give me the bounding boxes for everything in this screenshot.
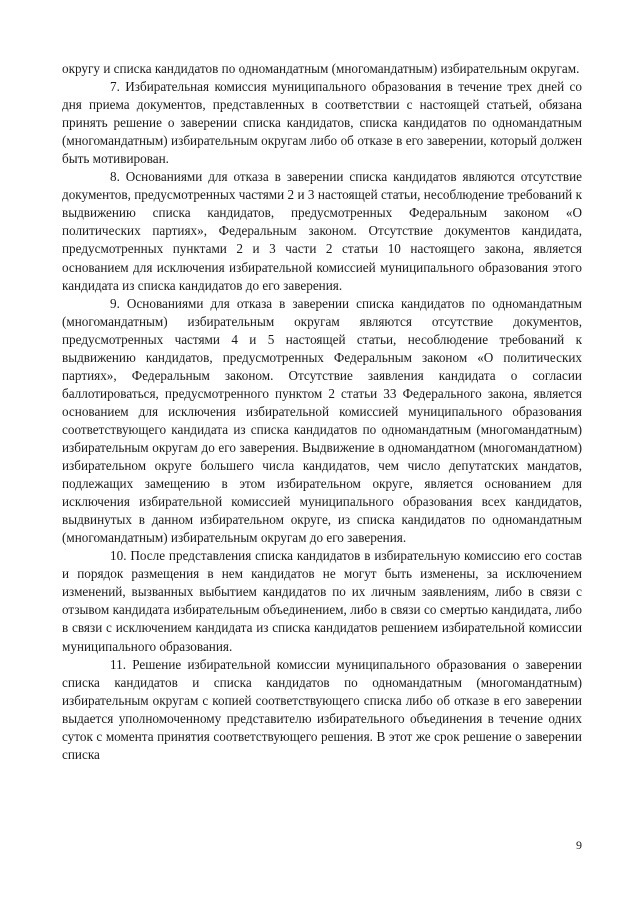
paragraph-10: 10. После представления списка кандидатов в избирательную комиссию его состав и порядок размещения в нем кандидатов не могут быть изменены, за исключением изменений, вызванных выбытием кандидатов по их личным заявлениям, либо в связи с отзывом кандидата избирательным объединением, либо в связи со смертью кандидата, либо в связи с исключением кандидата из списка кандидатов решением избирательной комиссии муниципального образования. — [62, 548, 582, 654]
paragraph-11: 11. Решение избирательной комиссии муниципального образования о заверении списка кандидатов и списка кандидатов по одномандатным (многомандатным) избирательным округам с копией соответствующего списка либо об отказе в его заверении выдается уполномоченному представителю избирательного объединения в течение одних суток с момента принятия соответствующего решения. В этот же срок решение о заверении списка — [62, 656, 582, 762]
document-body — [62, 60, 582, 764]
paragraph-8: 8. Основаниями для отказа в заверении списка кандидатов являются отсутствие документов, предусмотренных частями 2 и 3 настоящей статьи, несоблюдение требований к выдвижению списка кандидатов, предусмотренных Федеральным законом «О политических партиях», Федеральным законом. Отсутствие документов кандидата, предусмотренных пунктами 2 и 3 части 2 статьи 10 настоящего закона, является основанием для исключения избирательной комиссией муниципального образования этого кандидата из списка кандидатов до его заверения. — [62, 169, 582, 293]
paragraph-9: 9. Основаниями для отказа в заверении списка кандидатов по одномандатным (многомандатным) избирательным округам являются отсутствие документов, предусмотренных частями 4 и 5 настоящей статьи, несоблюдение требований к выдвижению кандидатов, предусмотренных Федеральным законом «О политических партиях», Федеральным законом. Отсутствие заявления кандидата о согласии баллотироваться, предусмотренного пунктом 2 статьи 33 Федерального закона, является основанием для исключения избирательной комиссией муниципального образования соответствующего кандидата из списка кандидатов по одномандатным (многомандатным) избирательным округам до его заверения. Выдвижение в одномандатном (многомандатном) избирательном округе большего числа кандидатов, чем число депутатских мандатов, подлежащих замещению в этом избирательном округе, является основанием для исключения избирательной комиссией муниципального образования всех кандидатов, выдвинутых в данном избирательном округе, из списка кандидатов по одномандатным (многомандатным) избирательным округам до его заверения. — [62, 295, 582, 546]
page-number: 9 — [576, 838, 582, 852]
paragraph-continuation: округу и списка кандидатов по одномандатным (многомандатным) избирательным округам. — [62, 61, 580, 76]
paragraph-7: 7. Избирательная комиссия муниципального образования в течение трех дней со дня приема документов, представленных в соответствии с настоящей статьей, обязана принять решение о заверении списка кандидатов, списка кандидатов по одномандатным (многомандатным) избирательным округам либо об отказе в его заверении, который должен быть мотивирован. — [62, 79, 582, 167]
